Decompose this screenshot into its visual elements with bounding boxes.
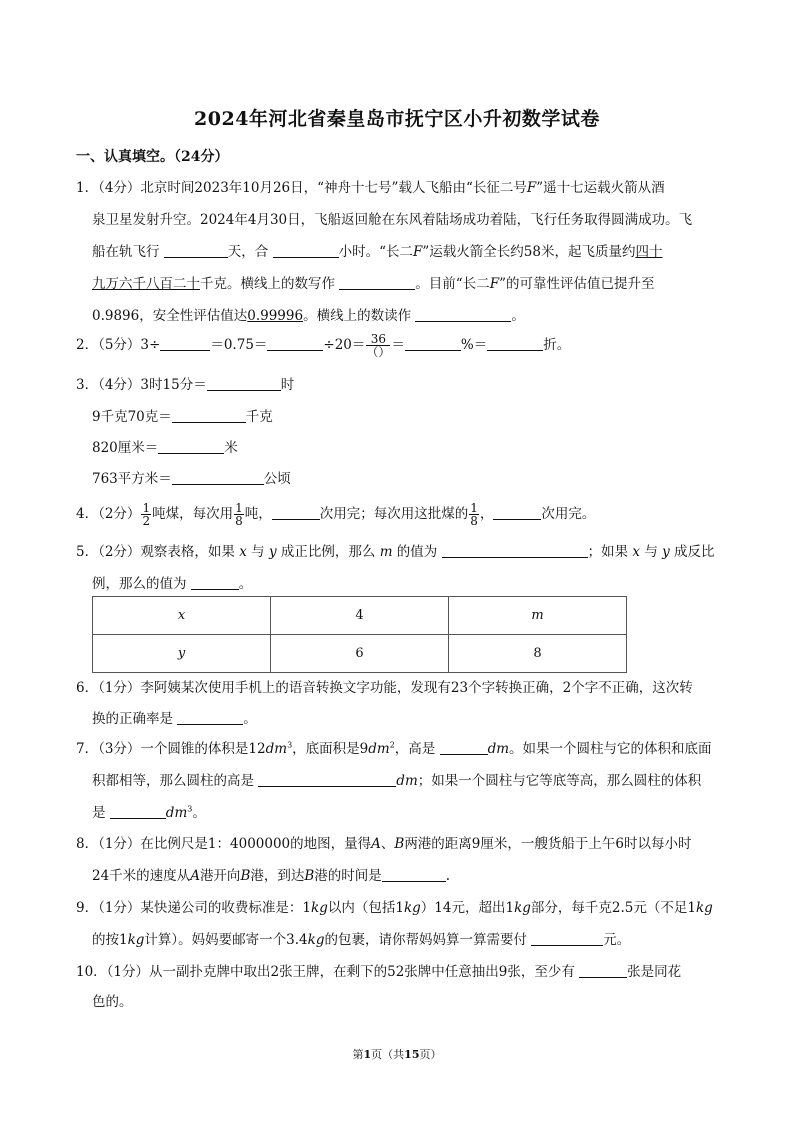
answer-blank — [273, 243, 339, 258]
q4-line: 4．（2分） $\frac{1}{2}$ 吨煤，每次用 $\frac{1}{8}$ 吨， 次用完；每次用这批煤的 $\frac{1}{8}$ ， 次用完。 — [76, 501, 596, 528]
q5-line-1: 5．（2分）观察表格，如果 x 与 y 成正比例，那么 m 的值为 ；如果 x 与 y 成反比 — [76, 544, 715, 560]
table-row — [93, 635, 627, 673]
answer-blank — [272, 505, 320, 520]
answer-blank — [172, 408, 246, 423]
answer-blank — [440, 740, 488, 755]
exam-title: 2024年河北省秦皇岛市抚宁区小升初数学试卷 — [194, 108, 600, 130]
q5-line-2: 例，那么的值为 。 — [92, 576, 253, 592]
q2-line: 2．（5分）3÷ ＝0.75＝ ÷20＝ $\frac{36}{()}$ ＝ %＝ 折。 — [76, 332, 571, 359]
q1-line-1: 1．（4分）北京时间2023年10月26日，“神舟十七号”载人飞船由“长征二号F”遥十七运载火箭从酒 — [76, 180, 665, 196]
q8-line-2: 24千米的速度从A港开向B港，到达B港的时间是 . — [92, 868, 451, 884]
q3-line-3: 820厘米＝ 米 — [92, 440, 238, 456]
answer-blank — [164, 243, 228, 258]
answer-blank — [405, 336, 461, 351]
q1-line-3: 船在轨飞行 天，合 小时。“长二F”运载火箭全长约58米，起飞质量约四十 — [92, 244, 663, 260]
answer-blank — [531, 931, 603, 946]
answer-blank — [339, 275, 415, 290]
answer-blank — [442, 543, 588, 558]
q7-line-3: 是 $dm^3$。 — [92, 804, 206, 821]
xy-table — [92, 596, 627, 673]
answer-blank — [258, 772, 396, 787]
fraction: $\frac{1}{8}$ — [235, 501, 243, 528]
q1-line-2: 泉卫星发射升空。2024年4月30日，飞船返回舱在东风着陆场成功着陆，飞行任务取得圆满成功。飞 — [92, 212, 693, 228]
q7-line-2: 积都相等，那么圆柱的高是 dm；如果一个圆柱与它等底等高，那么圆柱的体积 — [92, 773, 702, 789]
q6-line-1: 6．（1分）李阿姨某次使用手机上的语音转换文字功能，发现有23个字转换正确，2个字不正确，这次转 — [76, 680, 693, 696]
q3-line-2: 9千克70克＝ 千克 — [92, 409, 273, 425]
answer-blank — [110, 804, 166, 819]
q10-line-1: 10．（1分）从一副扑克牌中取出2张王牌，在剩下的52张牌中任意抽出9张，至少有 张是同花 — [76, 964, 682, 980]
q3-line-1: 3．（4分）3时15分＝ 时 — [76, 377, 295, 393]
q9-line-1: 9．（1分）某快递公司的收费标准是：1kg以内（包括1kg）14元，超出1kg部分，每千克2.5元（不足1kg — [76, 900, 713, 916]
q1-line-4: 九万六千八百二十千克。横线上的数写作 。目前“长二F”的可靠性评估值已提升至 — [92, 276, 655, 292]
answer-blank — [160, 336, 210, 351]
answer-blank — [177, 710, 243, 725]
table-row — [93, 597, 627, 635]
answer-blank — [493, 505, 541, 520]
answer-blank — [172, 470, 264, 485]
table-cell: m — [449, 597, 627, 635]
q6-line-2: 换的正确率是 。 — [92, 711, 257, 727]
q10-line-2: 色的。 — [92, 994, 133, 1010]
answer-blank — [158, 439, 224, 454]
table-cell: 4 — [271, 597, 449, 635]
table-cell: x — [93, 597, 271, 635]
answer-blank — [487, 336, 543, 351]
answer-blank — [382, 867, 446, 882]
q7-line-1: 7．（3分）一个圆锥的体积是$12dm^3$，底面积是$9dm^2$，高是 dm。如果一个圆柱与它的体积和底面 — [76, 740, 712, 757]
q8-line-1: 8．（1分）在比例尺是1：4000000的地图，量得A、B两港的距离9厘米，一艘货船于上午6时以每小时 — [76, 836, 692, 852]
section-heading: 一、认真填空。（24分） — [76, 149, 229, 165]
fraction: $\frac{36}{()}$ — [366, 332, 391, 359]
fraction: $\frac{1}{2}$ — [142, 501, 151, 528]
answer-blank — [579, 963, 627, 978]
q1-line-5: 0.9896，安全性评估值达0.99996。横线上的数读作 。 — [92, 308, 525, 324]
answer-blank — [267, 336, 323, 351]
fraction: $\frac{1}{8}$ — [470, 501, 478, 528]
q3-line-4: 763平方米＝ 公顷 — [92, 471, 291, 487]
table-cell: 6 — [271, 635, 449, 673]
q9-line-2: 的按1kg计算）。妈妈要邮寄一个3.4kg的包裹，请你帮妈妈算一算需要付 元。 — [92, 932, 631, 948]
answer-blank — [207, 376, 281, 391]
page-footer: 第1页（共15页） — [352, 1048, 442, 1061]
table-cell: 8 — [449, 635, 627, 673]
answer-blank — [415, 307, 511, 322]
table-cell: y — [93, 635, 271, 673]
answer-blank — [191, 575, 239, 590]
